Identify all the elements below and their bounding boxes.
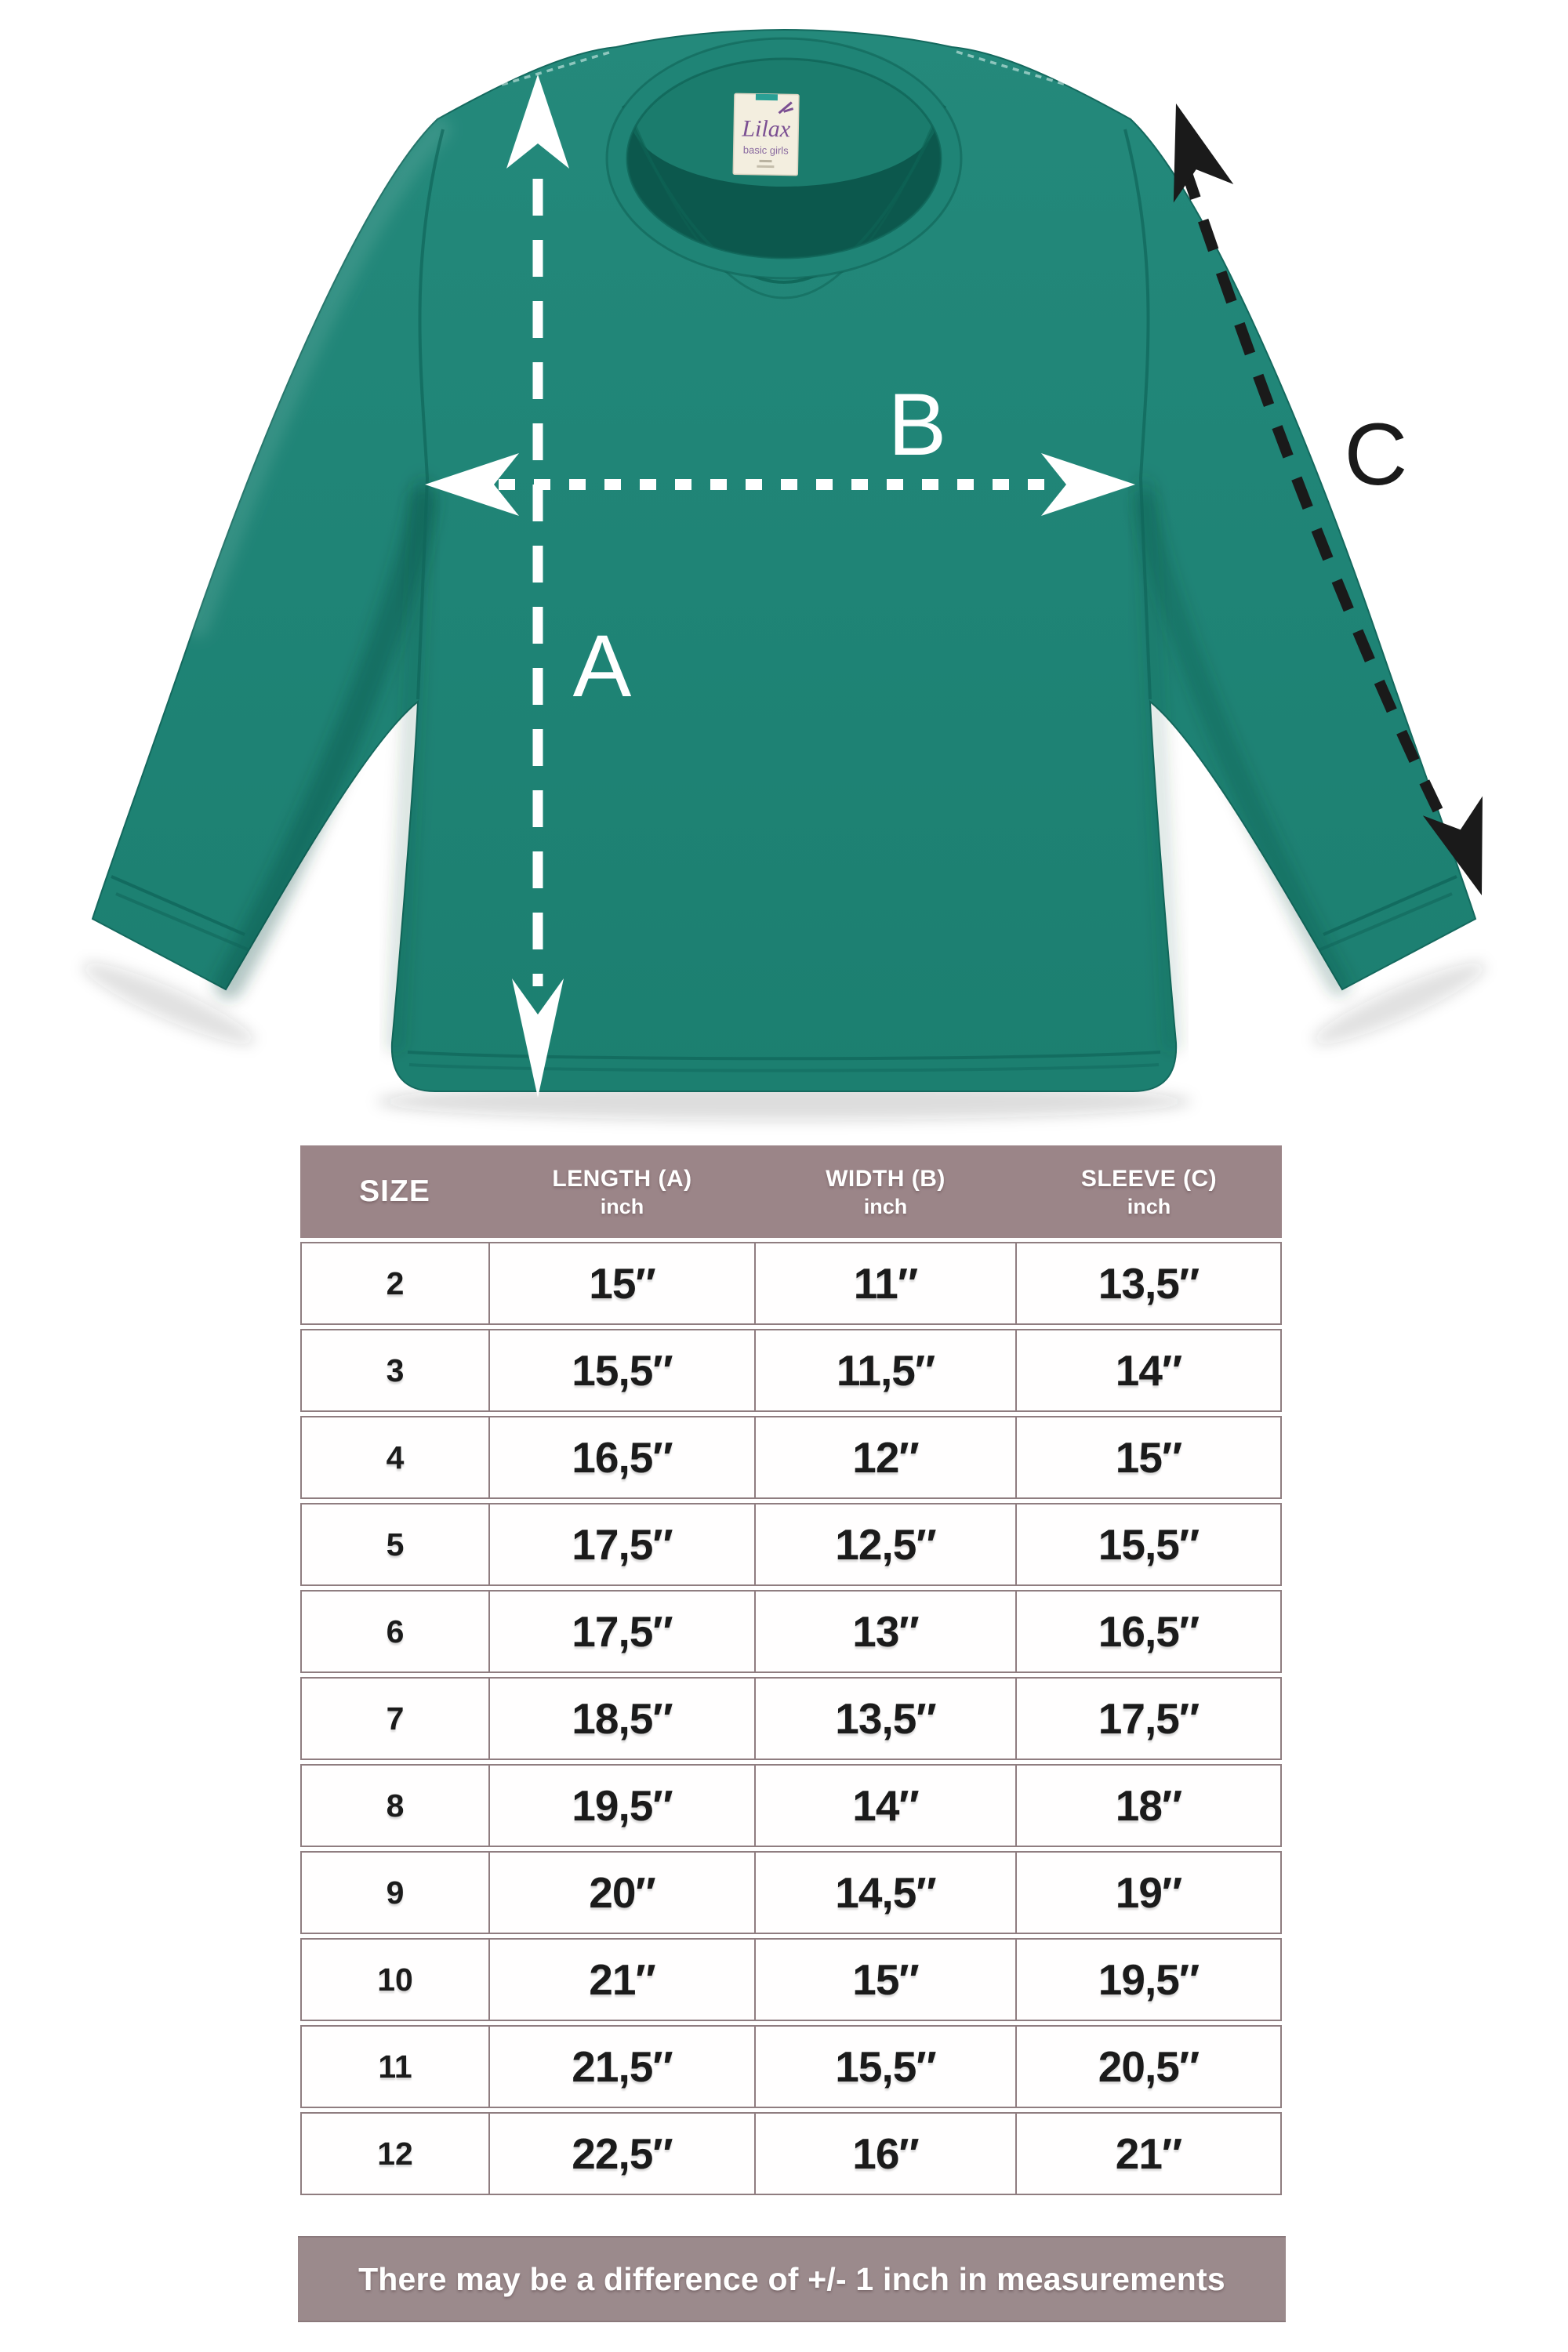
label-loop <box>756 94 778 100</box>
sleeve-cell: 18″ <box>1016 1764 1282 1847</box>
size-cell: 8 <box>300 1764 489 1847</box>
width-cell: 12″ <box>755 1416 1016 1499</box>
col-header-width <box>755 1145 1016 1238</box>
table-row <box>300 1590 1282 1673</box>
sleeve-cell: 15″ <box>1016 1416 1282 1499</box>
length-cell: 16,5″ <box>489 1416 755 1499</box>
length-cell: 19,5″ <box>489 1764 755 1847</box>
length-cell: 20″ <box>489 1851 755 1934</box>
size-table <box>300 1142 1282 2199</box>
size-cell: 5 <box>300 1503 489 1586</box>
width-cell: 16″ <box>755 2112 1016 2195</box>
col-header-sleeve-unit: inch <box>1127 1194 1171 1218</box>
label-a: A <box>572 617 632 715</box>
size-cell: 6 <box>300 1590 489 1673</box>
table-row <box>300 1503 1282 1586</box>
col-header-sleeve-title: SLEEVE (C) <box>1080 1166 1218 1192</box>
length-cell: 18,5″ <box>489 1677 755 1760</box>
width-cell: 11″ <box>755 1242 1016 1325</box>
width-cell: 13,5″ <box>755 1677 1016 1760</box>
width-cell: 15″ <box>755 1938 1016 2021</box>
width-cell: 12,5″ <box>755 1503 1016 1586</box>
col-header-width-unit: inch <box>863 1194 908 1218</box>
length-cell: 17,5″ <box>489 1590 755 1673</box>
table-row <box>300 1242 1282 1325</box>
shirt-measurement-diagram <box>0 0 1568 1152</box>
width-cell: 13″ <box>755 1590 1016 1673</box>
col-header-size: SIZE <box>300 1145 489 1238</box>
length-cell: 21″ <box>489 1938 755 2021</box>
sleeve-cell: 19″ <box>1016 1851 1282 1934</box>
length-cell: 21,5″ <box>489 2025 755 2108</box>
length-cell: 15,5″ <box>489 1329 755 1412</box>
table-row <box>300 1329 1282 1412</box>
table-row <box>300 1416 1282 1499</box>
size-table-grid <box>300 1142 1282 2199</box>
size-cell: 7 <box>300 1677 489 1760</box>
col-header-length-title: LENGTH (A) <box>552 1166 692 1192</box>
table-row <box>300 1764 1282 1847</box>
table-row <box>300 1677 1282 1760</box>
length-cell: 15″ <box>489 1242 755 1325</box>
col-header-width-title: WIDTH (B) <box>826 1166 946 1192</box>
brand-label <box>733 93 799 175</box>
brand-subline: basic girls <box>742 143 789 157</box>
sleeve-cell: 17,5″ <box>1016 1677 1282 1760</box>
table-body <box>300 1242 1282 2195</box>
width-cell: 14″ <box>755 1764 1016 1847</box>
col-header-length-unit: inch <box>600 1194 644 1218</box>
label-fineprint <box>759 160 771 162</box>
sleeve-cell: 14″ <box>1016 1329 1282 1412</box>
tolerance-note: There may be a difference of +/- 1 inch in measurements <box>298 2236 1286 2322</box>
width-cell: 14,5″ <box>755 1851 1016 1934</box>
table-row <box>300 1851 1282 1934</box>
size-cell: 3 <box>300 1329 489 1412</box>
table-header-row <box>300 1145 1282 1238</box>
table-row <box>300 2112 1282 2195</box>
size-cell: 9 <box>300 1851 489 1934</box>
size-cell: 2 <box>300 1242 489 1325</box>
col-header-sleeve <box>1016 1145 1282 1238</box>
sleeve-cell: 15,5″ <box>1016 1503 1282 1586</box>
col-header-length <box>489 1145 755 1238</box>
table-row <box>300 2025 1282 2108</box>
width-cell: 15,5″ <box>755 2025 1016 2108</box>
size-cell: 11 <box>300 2025 489 2108</box>
label-fineprint <box>757 165 774 168</box>
length-cell: 17,5″ <box>489 1503 755 1586</box>
sleeve-cell: 16,5″ <box>1016 1590 1282 1673</box>
sleeve-cell: 19,5″ <box>1016 1938 1282 2021</box>
sleeve-cell: 21″ <box>1016 2112 1282 2195</box>
brand-name: Lilax <box>742 115 791 143</box>
length-cell: 22,5″ <box>489 2112 755 2195</box>
size-cell: 4 <box>300 1416 489 1499</box>
label-b: B <box>887 376 947 474</box>
table-row <box>300 1938 1282 2021</box>
size-cell: 12 <box>300 2112 489 2195</box>
sleeve-cell: 13,5″ <box>1016 1242 1282 1325</box>
label-c: C <box>1344 405 1408 503</box>
shirt <box>93 30 1475 1091</box>
width-cell: 11,5″ <box>755 1329 1016 1412</box>
sleeve-cell: 20,5″ <box>1016 2025 1282 2108</box>
size-cell: 10 <box>300 1938 489 2021</box>
